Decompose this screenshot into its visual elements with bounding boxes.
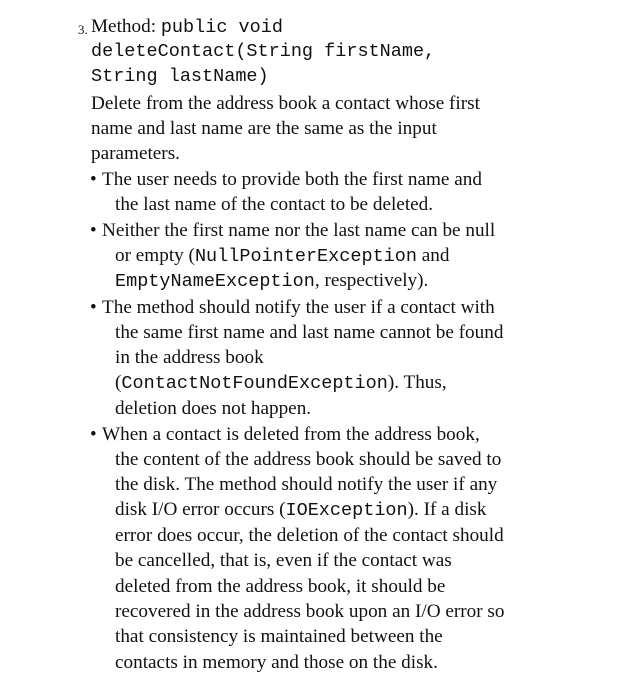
bullet-4-line-1: When a contact is deleted from the address book, <box>102 424 480 445</box>
bullet-3-line-4-open: ( <box>115 372 122 393</box>
bullet-4-line-5: error does occur, the deletion of the contact should <box>115 525 504 546</box>
bullet-1-line-1: The user needs to provide both the first name and <box>102 169 482 190</box>
bullet-2-line-2-text: or empty ( <box>115 245 195 266</box>
contact-not-found-exception-code: ContactNotFoundException <box>121 373 388 394</box>
bullet-2-line-2-tail: and <box>416 245 450 266</box>
bullet-marker-4: • <box>90 424 97 445</box>
signature-code-3: String lastName) <box>91 66 269 87</box>
item-number: 3. <box>78 22 88 37</box>
bullet-2-line-1: Neither the first name nor the last name can be null <box>102 220 496 241</box>
description-line-1: Delete from the address book a contact whose first <box>91 93 480 114</box>
io-exception-code: IOException <box>285 500 408 521</box>
bullet-4-line-4-tail: ). If a disk <box>407 499 487 520</box>
bullet-marker-2: • <box>90 220 97 241</box>
bullet-3-line-4 <box>115 370 447 395</box>
bullet-4-line-10: contacts in memory and those on the disk. <box>115 652 438 673</box>
bullet-2-line-2 <box>115 243 450 268</box>
description-line-2: name and last name are the same as the input <box>91 118 437 139</box>
method-label: Method: <box>91 16 161 37</box>
bullet-4-line-4 <box>115 497 486 522</box>
bullet-4-line-9: that consistency is maintained between the <box>115 626 443 647</box>
bullet-marker-1: • <box>90 169 97 190</box>
signature-code-1: public void <box>160 17 283 38</box>
bullet-3-line-2: the same first name and last name cannot be found <box>115 322 504 343</box>
null-pointer-exception-code: NullPointerException <box>194 246 417 267</box>
description-line-3: parameters. <box>91 143 180 164</box>
bullet-2-line-3-tail: , respectively). <box>314 270 429 291</box>
bullet-4-line-8: recovered in the address book upon an I/O error so <box>115 601 505 622</box>
bullet-4-line-3: the disk. The method should notify the user if any <box>115 474 498 495</box>
signature-code-2: deleteContact(String firstName, <box>91 41 436 62</box>
bullet-2-line-3 <box>115 268 428 293</box>
bullet-4-line-2: the content of the address book should be saved to <box>115 449 502 470</box>
bullet-3-line-3: in the address book <box>115 347 264 368</box>
bullet-3-line-4-tail: ). Thus, <box>387 372 447 393</box>
bullet-3-line-5: deletion does not happen. <box>115 398 312 419</box>
empty-name-exception-code: EmptyNameException <box>115 271 315 292</box>
bullet-4-line-6: be cancelled, that is, even if the contact was <box>115 550 452 571</box>
bullet-4-line-4-text: disk I/O error occurs ( <box>115 499 286 520</box>
method-signature-line-1 <box>91 14 283 39</box>
bullet-1-line-2: the last name of the contact to be deleted. <box>115 194 434 215</box>
bullet-marker-3: • <box>90 297 97 318</box>
bullet-4-line-7: deleted from the address book, it should be <box>115 576 446 597</box>
bullet-3-line-1: The method should notify the user if a contact with <box>102 297 495 318</box>
